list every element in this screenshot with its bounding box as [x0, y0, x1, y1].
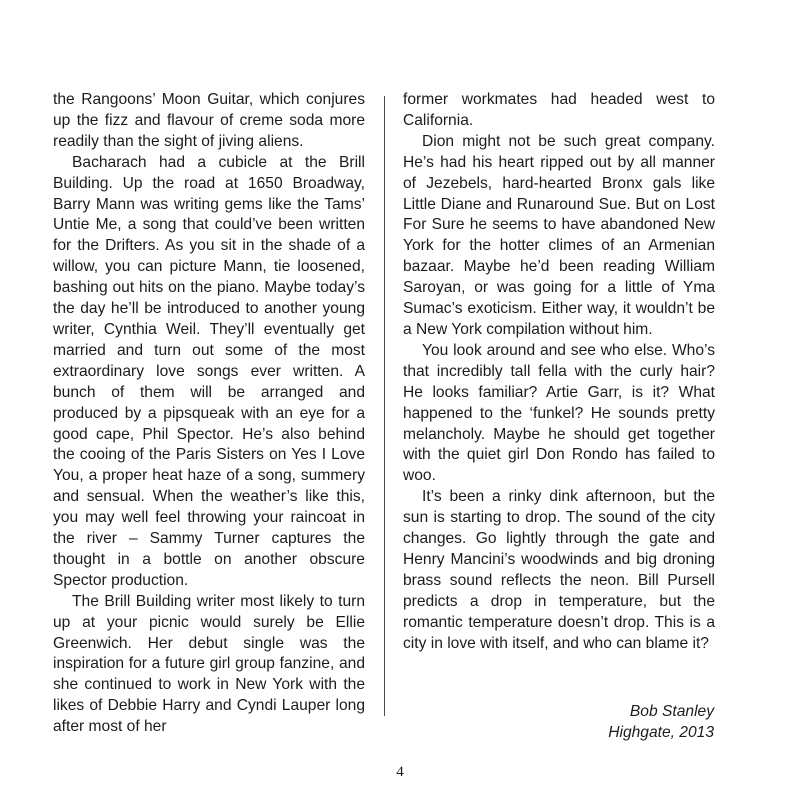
left-column [53, 90, 365, 738]
paragraph-right-3: You look around and see who else. Who’s that incredibly tall fella with the curly hair? He looks familiar? Artie Garr, is it? What happened to the ‘funkel? He sounds pretty melancholy. Maybe he should get together with the quiet girl Don Rondo has failed to woo. [403, 341, 715, 485]
page-number: 4 [396, 764, 404, 780]
paragraph-left-1: the Rangoons’ Moon Guitar, which conjures up the fizz and flavour of creme soda more readily than the sight of jiving aliens. [53, 91, 365, 150]
paragraph-left-3: The Brill Building writer most likely to turn up at your picnic would surely be Ellie Greenwich. Her debut single was the inspiration for a future girl group fanzine, and she continued to work in New York with the likes of Debbie Harry and Cyndi Lauper long after most of her [53, 592, 365, 736]
paragraph-left-2: Bacharach had a cubicle at the Brill Building. Up the road at 1650 Broadway, Barry Mann was writing gems like the Tams’ Untie Me, a song that could’ve been written for the Drifters. As you sit in the shade of a willow, you can picture Mann, tie loosened, bashing out hits on the piano. Maybe today’s the day he’ll be introduced to another young writer, Cynthia Weil. They’ll eventually get married and turn out some of the most extraordinary love songs ever written. A bunch of them will be arranged and produced by a pipsqueak with an eye for a good cape, Phil Spector. He’s also behind the cooing of the Paris Sisters on Yes I Love You, a proper heat haze of a song, summery and sensual. When the weather’s like this, you may well feel throwing your raincoat in the river – Sammy Turner captures the thought in a bottle on another obscure Spector production. [53, 153, 365, 589]
paragraph-right-1: former workmates had headed west to California. [403, 91, 715, 129]
paragraph-right-2: Dion might not be such great company. He’s had his heart ripped out by all manner of Jezebels, hard-hearted Bronx gals like Little Diane and Runaround Sue. But on Lost For Sure he seems to have abandoned New York for the hotter climes of an Armenian bazaar. Maybe he’d been reading William Saroyan, or was going for a little of Yma Sumac’s exoticism. Either way, it wouldn’t be a New York compilation without him. [403, 132, 715, 338]
column-divider [384, 96, 385, 716]
paragraph-right-4: It’s been a rinky dink afternoon, but the sun is starting to drop. The sound of the city changes. Go lightly through the gate and Henry Mancini’s woodwinds and big droning brass sound reflects the neon. Bill Pursell predicts a drop in temperature, but the romantic temperature doesn’t drop. This is a city in love with itself, and who can blame it? [403, 488, 715, 652]
author-signature [608, 702, 714, 744]
author-place-date: Highgate, 2013 [608, 723, 714, 741]
right-column [403, 90, 715, 654]
author-name: Bob Stanley [629, 703, 714, 720]
